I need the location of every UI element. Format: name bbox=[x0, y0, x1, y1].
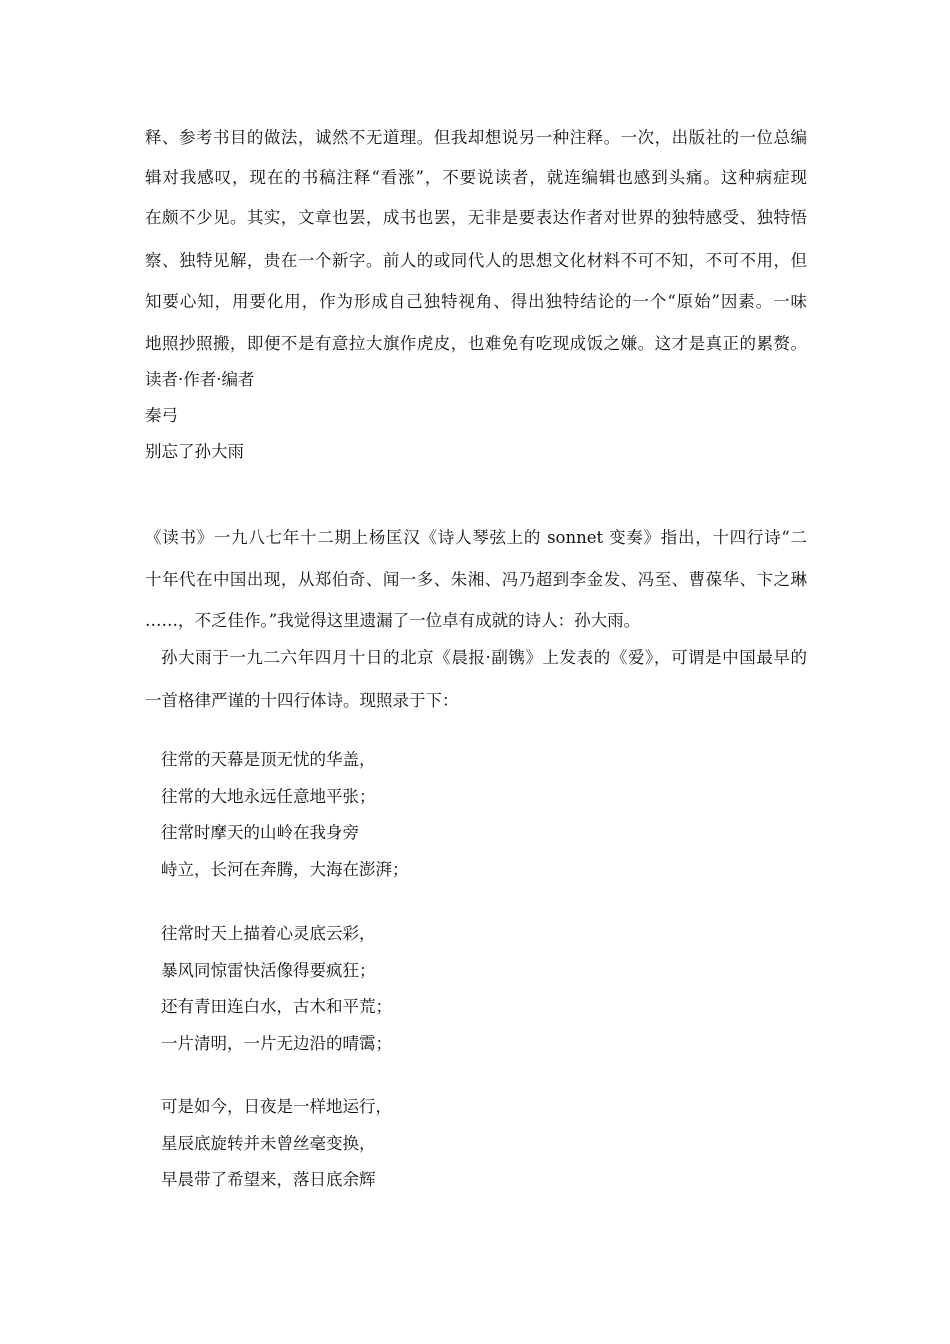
article-title: 别忘了孙大雨 bbox=[145, 442, 244, 461]
paragraph-line: 知要心知，用要化用，作为形成自己独特视角、得出独特结论的一个“原始”因素。一味 bbox=[145, 292, 807, 311]
poem-line: 早晨带了希望来，落日底余辉 bbox=[161, 1170, 376, 1189]
poem-line: 峙立，长河在奔腾，大海在澎湃； bbox=[161, 860, 409, 879]
paragraph-line: 十年代在中国出现，从郑伯奇、闻一多、朱湘、冯乃超到李金发、冯至、曹葆华、卞之琳 bbox=[145, 570, 807, 589]
paragraph-line: 孙大雨于一九二六年四月十日的北京《晨报·副镌》上发表的《爱》，可谓是中国最早的 bbox=[161, 648, 807, 667]
paragraph-line: 察、独特见解，贵在一个新字。前人的或同代人的思想文化材料不可不知，不可不用，但 bbox=[145, 251, 807, 270]
author-name: 秦弓 bbox=[145, 406, 178, 425]
poem-line: 往常的大地永远任意地平张； bbox=[161, 787, 376, 806]
paragraph-line: 一首格律严谨的十四行体诗。现照录于下： bbox=[145, 691, 459, 710]
section-label: 读者·作者·编者 bbox=[145, 370, 255, 389]
paragraph-line: 辑对我感叹，现在的书稿注释“看涨”，不要说读者，就连编辑也感到头痛。这种病症现 bbox=[145, 168, 807, 187]
poem-line: 暴风同惊雷快活像得要疯狂； bbox=[161, 961, 376, 980]
paragraph-line: 《读书》一九八七年十二期上杨匡汉《诗人琴弦上的 sonnet 变奏》指出，十四行诗“二 bbox=[145, 528, 807, 547]
poem-line: 往常的天幕是顶无忧的华盖， bbox=[161, 750, 376, 769]
poem-line: 还有青田连白水，古木和平荒； bbox=[161, 997, 392, 1016]
poem-line: 往常时摩天的山岭在我身旁 bbox=[161, 823, 359, 842]
poem-line: 星辰底旋转并未曾丝毫变换， bbox=[161, 1134, 376, 1153]
paragraph-line: 地照抄照搬，即便不是有意拉大旗作虎皮，也难免有吃现成饭之嫌。这才是真正的累赘。 bbox=[145, 334, 807, 353]
poem-line: 一片清明，一片无边沿的晴霭； bbox=[161, 1034, 392, 1053]
paragraph-line: ……，不乏佳作。”我觉得这里遗漏了一位卓有成就的诗人：孙大雨。 bbox=[145, 611, 641, 630]
poem-line: 可是如今，日夜是一样地运行， bbox=[161, 1097, 392, 1116]
poem-line: 往常时天上描着心灵底云彩， bbox=[161, 924, 376, 943]
paragraph-line: 在颇不少见。其实，文章也罢，成书也罢，无非是要表达作者对世界的独特感受、独特悟 bbox=[145, 208, 807, 227]
paragraph-line: 释、参考书目的做法，诚然不无道理。但我却想说另一种注释。一次，出版社的一位总编 bbox=[145, 128, 807, 147]
